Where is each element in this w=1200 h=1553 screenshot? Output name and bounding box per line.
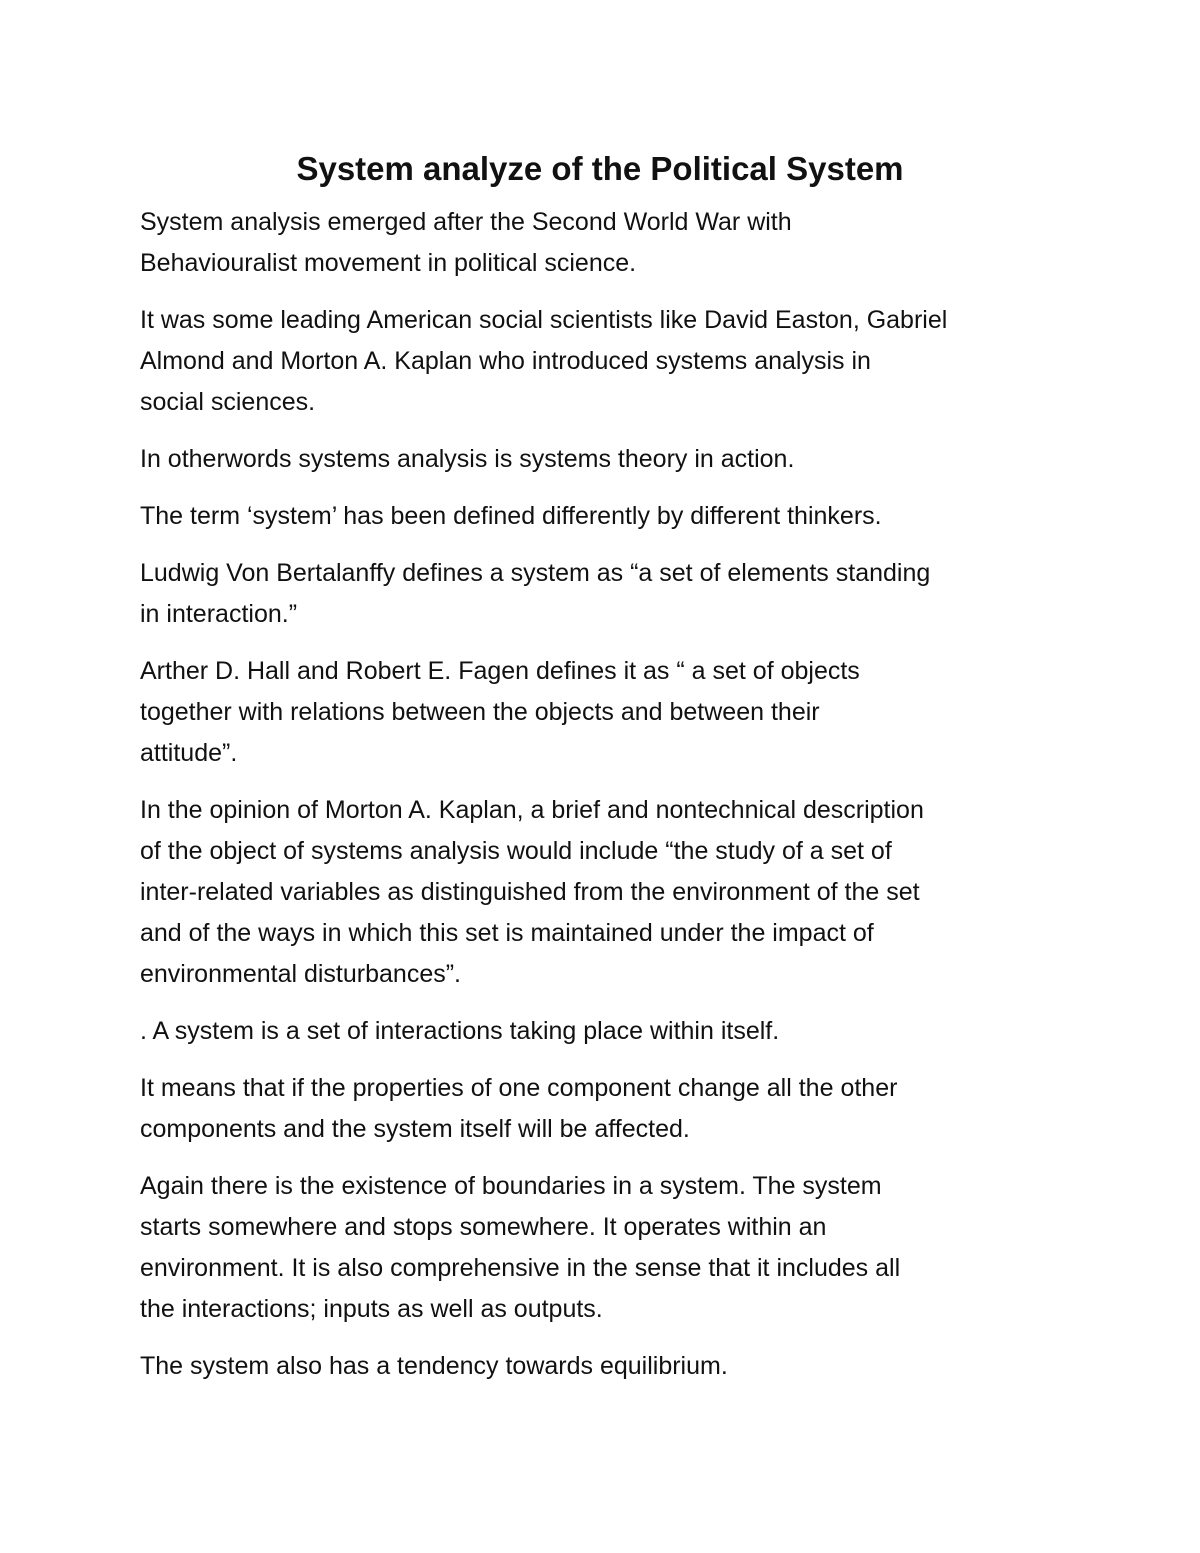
paragraph-line: inter-related variables as distinguished from the environment of the set — [140, 878, 920, 906]
body-paragraph — [140, 439, 1060, 480]
paragraph-line: In the opinion of Morton A. Kaplan, a brief and nontechnical description — [140, 796, 924, 824]
paragraph-line: In otherwords systems analysis is systems theory in action. — [140, 445, 795, 473]
paragraph-line: Again there is the existence of boundaries in a system. The system — [140, 1172, 882, 1200]
paragraph-line: It was some leading American social scientists like David Easton, Gabriel — [140, 306, 948, 334]
body-paragraph — [140, 1166, 1060, 1330]
paragraph-line: Almond and Morton A. Kaplan who introduced systems analysis in — [140, 347, 871, 375]
paragraph-line: Behaviouralist movement in political science. — [140, 249, 637, 277]
body-paragraph — [140, 1068, 1060, 1150]
paragraph-line: The system also has a tendency towards equilibrium. — [140, 1352, 728, 1380]
body-paragraph — [140, 496, 1060, 537]
body-paragraph — [140, 1346, 1060, 1387]
body-paragraph — [140, 1011, 1060, 1052]
paragraph-line: attitude”. — [140, 739, 238, 767]
paragraph-line: Arther D. Hall and Robert E. Fagen defines it as “ a set of objects — [140, 657, 860, 685]
paragraph-line: System analysis emerged after the Second World War with — [140, 208, 792, 236]
paragraph-line: together with relations between the objects and between their — [140, 698, 820, 726]
paragraph-line: It means that if the properties of one component change all the other — [140, 1074, 898, 1102]
body-paragraph — [140, 790, 1060, 995]
paragraph-line: environment. It is also comprehensive in the sense that it includes all — [140, 1254, 901, 1282]
paragraph-line: the interactions; inputs as well as outputs. — [140, 1295, 603, 1323]
paragraph-line: of the object of systems analysis would include “the study of a set of — [140, 837, 892, 865]
document-body — [140, 202, 1060, 1387]
paragraph-line: social sciences. — [140, 388, 316, 416]
paragraph-line: Ludwig Von Bertalanffy defines a system as “a set of elements standing — [140, 559, 931, 587]
paragraph-line: The term ‘system’ has been defined differently by different thinkers. — [140, 502, 882, 530]
paragraph-line: and of the ways in which this set is maintained under the impact of — [140, 919, 874, 947]
body-paragraph — [140, 300, 1060, 423]
body-paragraph — [140, 651, 1060, 774]
paragraph-line: components and the system itself will be affected. — [140, 1115, 690, 1143]
body-paragraph — [140, 202, 1060, 284]
paragraph-line: starts somewhere and stops somewhere. It operates within an — [140, 1213, 827, 1241]
paragraph-line: . A system is a set of interactions taking place within itself. — [140, 1017, 780, 1045]
paragraph-line: in interaction.” — [140, 600, 298, 628]
paragraph-line: environmental disturbances”. — [140, 960, 461, 988]
body-paragraph — [140, 553, 1060, 635]
document-title: System analyze of the Political System — [296, 150, 904, 187]
